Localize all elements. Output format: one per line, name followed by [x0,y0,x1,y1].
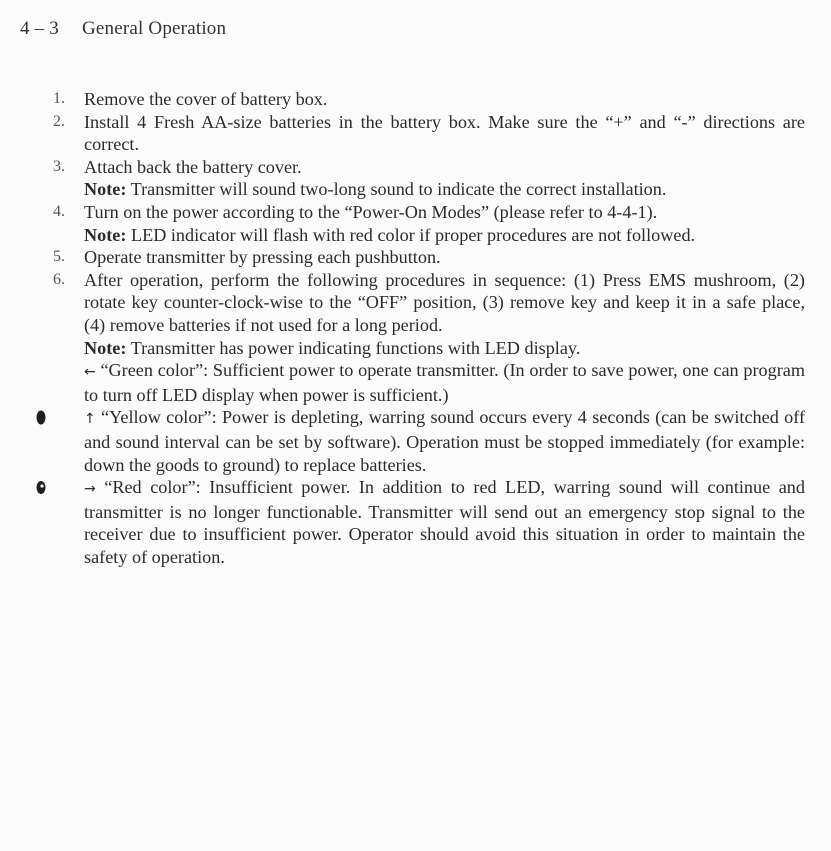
step-text: Turn on the power according to the “Power-On Modes” (please refer to 4-4-1). [84,201,658,222]
step-text: Operate transmitter by pressing each pushbutton. [84,247,441,268]
up-arrow-icon: ↑ [84,411,96,428]
left-arrow-icon: ← [84,364,96,381]
step-number: 2. [53,112,65,130]
list-item [53,111,805,156]
indicator-yellow [84,406,805,476]
step-note [84,224,805,247]
note-label: Note: [84,337,127,358]
led-blob-icon [36,410,46,425]
right-arrow-icon: → [84,481,96,498]
led-blob-icon [36,480,46,495]
step-number: 6. [53,270,65,288]
note-text: Transmitter will sound two-long sound to indicate the correct installation. [126,179,667,200]
step-note [84,178,805,201]
note-label: Note: [84,179,127,200]
indicator-red [84,476,805,568]
procedure-list [53,88,805,568]
step-text: Attach back the battery cover. [84,156,302,177]
step-text: Remove the cover of battery box. [84,89,328,109]
list-item [53,201,805,246]
section-heading [20,18,226,40]
section-number: 4 – 3 [20,18,59,39]
note-label: Note: [84,224,127,245]
list-item [53,88,805,111]
section-title: General Operation [81,18,227,39]
indicator-text: “Yellow color”: Power is depleting, warring sound occurs every 4 seconds (can be switched off and sound interval can be set by software). Operation must be stopped immediately (for example: down the goods to ground) to replace batteries. [84,407,805,475]
step-note [84,337,805,360]
indicator-text: “Green color”: Sufficient power to operate transmitter. (In order to save power, one can program to turn off LED display when power is sufficient.) [84,360,805,405]
indicator-green [84,359,805,406]
step-number: 5. [53,248,65,266]
list-item [53,246,805,269]
step-number: 3. [53,157,65,175]
indicator-text: “Red color”: Insufficient power. In addition to red LED, warring sound will continue and transmitter is no longer functionable. Transmitter will send out an emergency stop signal to the receiver due to insufficient power. Operator should avoid this situation in order to maintain the safety of operation. [84,477,805,567]
list-item [53,269,805,569]
step-text: Install 4 Fresh AA-size batteries in the battery box. Make sure the “+” and “-” directions are correct. [84,111,805,155]
list-item [53,156,805,201]
note-text: Transmitter has power indicating functions with LED display. [126,337,581,358]
note-text: LED indicator will flash with red color if proper procedures are not followed. [126,224,696,245]
step-text: After operation, perform the following procedures in sequence: (1) Press EMS mushroom, (2) rotate key counter-clock-wise to the “OFF” position, (3) remove key and keep it in a safe place, (4) remove batteries if not used for a long period. [84,269,805,335]
step-number: 1. [53,90,65,107]
step-number: 4. [53,202,65,220]
